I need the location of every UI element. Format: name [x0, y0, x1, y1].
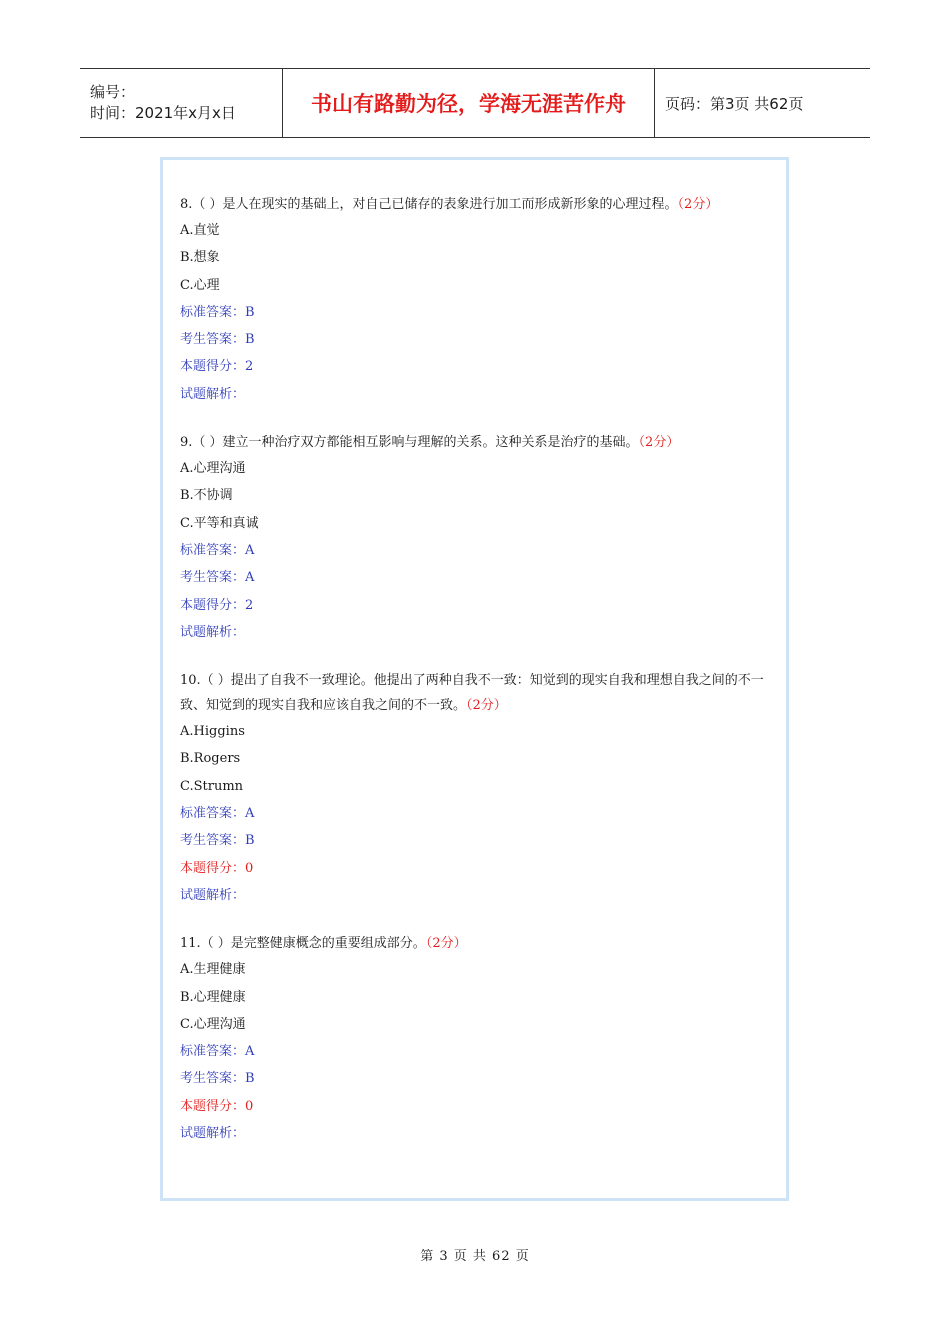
question-analysis: 试题解析：: [180, 624, 246, 640]
option-c: C.心理沟通: [180, 1016, 246, 1032]
header-motto: 书山有路勤为径，学海无涯苦作舟: [282, 69, 655, 137]
stem-text: 9.（ ）建立一种治疗双方都能相互影响与理解的关系。这种关系是治疗的基础。: [180, 435, 639, 451]
question-points: 本题得分：2: [180, 597, 254, 613]
option-b: B.心理健康: [180, 989, 246, 1005]
standard-answer: 标准答案：A: [180, 542, 255, 558]
question-analysis: 试题解析：: [180, 887, 246, 903]
question-points: 本题得分：0: [180, 860, 254, 876]
question-analysis: 试题解析：: [180, 386, 246, 402]
number-label: 编号：: [90, 83, 136, 101]
option-c: C.心理: [180, 277, 220, 293]
header-meta: [80, 69, 282, 137]
stem-text: 11.（ ）是完整健康概念的重要组成部分。: [180, 936, 426, 952]
student-answer: 考生答案：B: [180, 332, 255, 348]
standard-answer: 标准答案：A: [180, 1044, 255, 1060]
stem-text: 10.（ ）提出了自我不一致理论。他提出了两种自我不一致：知觉到的现实自我和理想自我之间的不一致、知觉到的现实自我和应该自我之间的不一致。: [180, 673, 764, 714]
question-score: （2分）: [677, 197, 719, 212]
question-stem: [180, 430, 784, 455]
question-points: 本题得分：2: [180, 359, 254, 375]
question-score: （2分）: [425, 936, 467, 952]
student-answer: 考生答案：A: [180, 570, 255, 586]
page-header: [80, 68, 870, 138]
question-item: [180, 430, 784, 646]
question-stem: [180, 668, 784, 718]
question-stem: [180, 931, 784, 956]
time-label: 时间：2021年x月x日: [90, 104, 236, 122]
question-item: [180, 931, 784, 1147]
question-item: [180, 192, 784, 408]
option-c: C.Strumn: [180, 778, 244, 794]
option-b: B.Rogers: [180, 751, 241, 767]
question-points: 本题得分：0: [180, 1098, 254, 1114]
student-answer: 考生答案：B: [180, 1071, 255, 1087]
student-answer: 考生答案：B: [180, 833, 255, 849]
option-b: B.想象: [180, 250, 220, 266]
exam-frame: [160, 157, 789, 1201]
option-a: A.生理健康: [180, 962, 246, 978]
question-stem: [180, 192, 784, 217]
header-page-info: 页码：第3页 共62页: [665, 94, 804, 113]
question-score: （2分）: [466, 698, 507, 714]
standard-answer: 标准答案：B: [180, 304, 255, 320]
option-a: A.直觉: [180, 223, 220, 238]
question-item: [180, 668, 784, 909]
question-score: （2分）: [638, 435, 680, 451]
stem-text: 8.（ ）是人在现实的基础上，对自己已储存的表象进行加工而形成新形象的心理过程。: [180, 197, 678, 212]
option-c: C.平等和真诚: [180, 515, 259, 531]
option-a: A.Higgins: [180, 724, 245, 740]
question-list: [180, 192, 784, 1169]
question-analysis: 试题解析：: [180, 1126, 246, 1142]
page-footer: 第 3 页 共 62 页: [420, 1249, 530, 1264]
standard-answer: 标准答案：A: [180, 806, 255, 822]
option-b: B.不协调: [180, 488, 233, 504]
option-a: A.心理沟通: [180, 461, 246, 477]
